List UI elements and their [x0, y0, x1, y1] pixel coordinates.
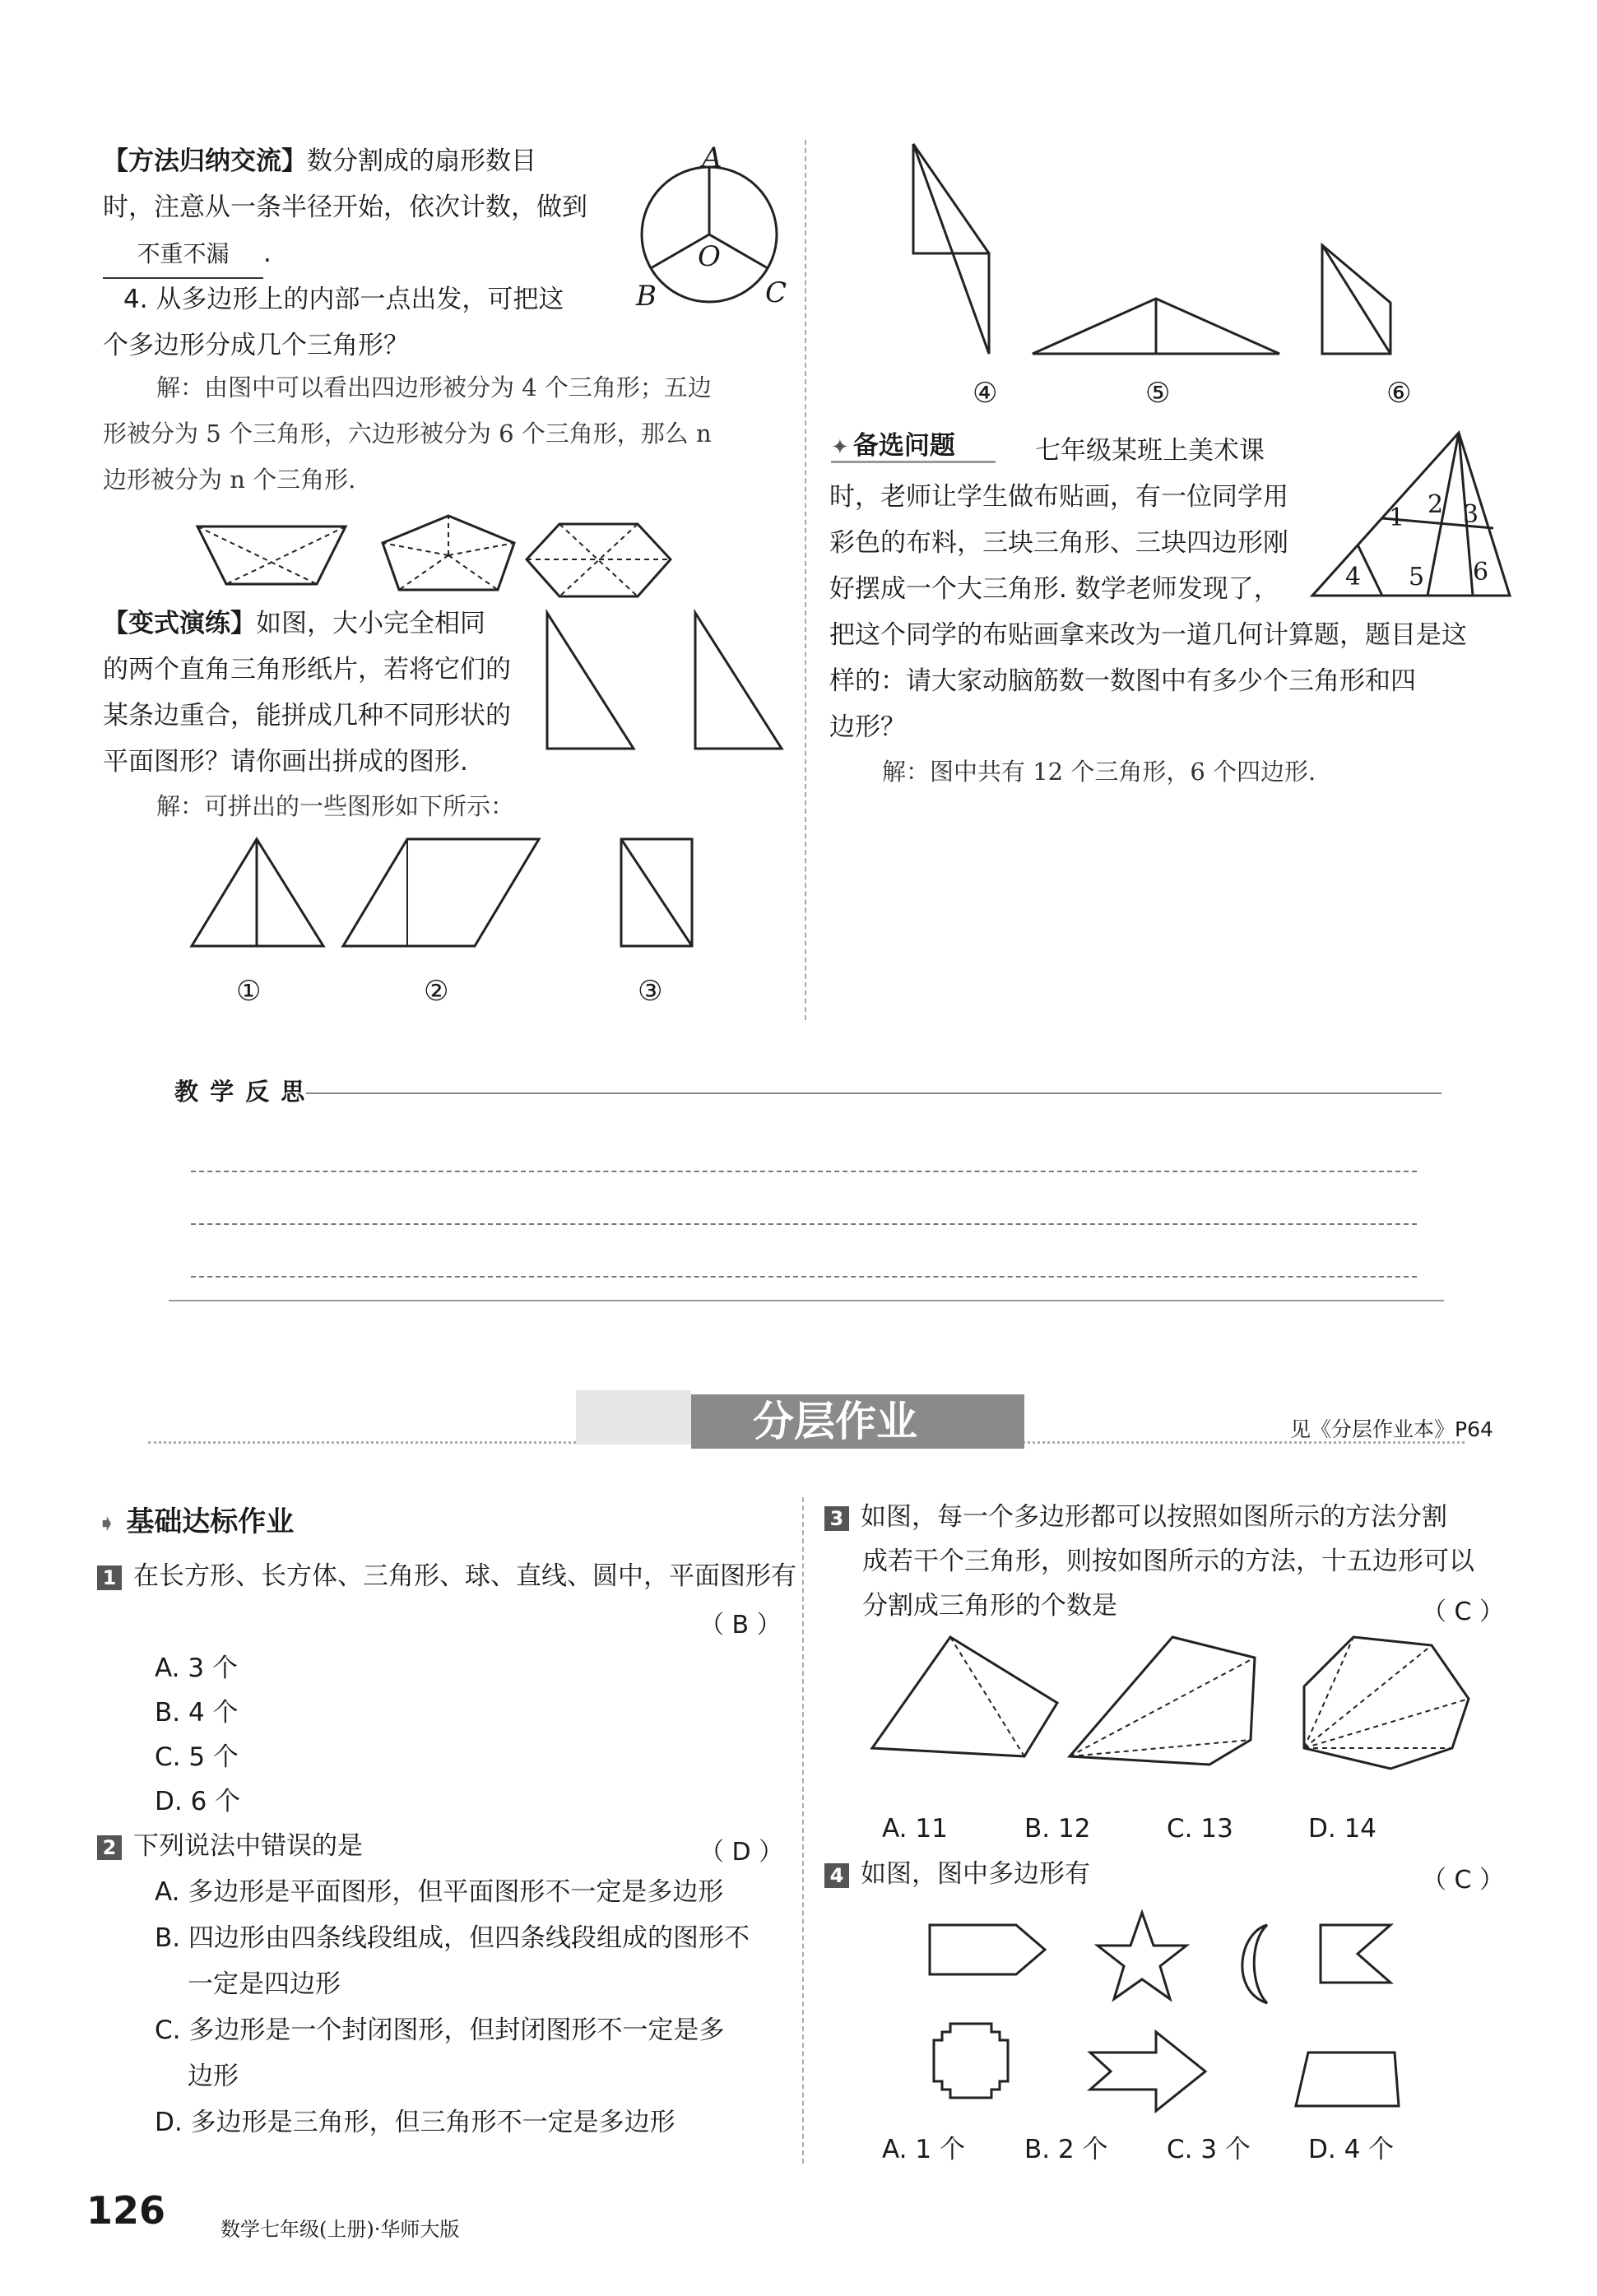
q4b-option-a: A. 1 个	[882, 2135, 965, 2164]
q4-solution-1: 解：由图中可以看出四边形被分为 4 个三角形；五边	[156, 373, 712, 401]
q2-option-b: B. 四边形由四条线段组成，但四条线段组成的图形不	[155, 1923, 750, 1953]
q2-text: 下列说法中错误的是	[133, 1831, 363, 1861]
q3-option-a: A. 11	[882, 1814, 948, 1844]
q4-line1: 4. 从多边形上的内部一点出发，可把这	[123, 285, 564, 314]
reflection-top-rule	[306, 1092, 1441, 1094]
star-icon: ✦	[831, 435, 849, 460]
tri-num-3: 3	[1463, 500, 1479, 529]
q1-option-b: B. 4 个	[155, 1698, 239, 1728]
optional-line5: 把这个同学的布贴画拿来改为一道几何计算题，题目是这	[829, 620, 1467, 650]
q4b-option-d: D. 4 个	[1308, 2135, 1395, 2164]
variant-line2: 的两个直角三角形纸片，若将它们的	[103, 655, 511, 684]
q4-line2: 个多边形分成几个三角形？	[103, 331, 409, 360]
tri-num-5: 5	[1409, 563, 1425, 591]
banner-shadow	[576, 1390, 691, 1445]
arrow-icon: ➧	[97, 1510, 117, 1537]
variant-line3: 某条边重合，能拼成几种不同形状的	[103, 701, 511, 731]
optional-solution: 解：图中共有 12 个三角形，6 个四边形.	[882, 758, 1316, 786]
method-end: .	[263, 239, 272, 268]
q1-option-c: C. 5 个	[155, 1742, 239, 1772]
divided-polygons-figure	[193, 514, 703, 605]
combined-shapes-figure-2	[909, 140, 1485, 362]
layered-reference: 见《分层作业本》P64	[1290, 1417, 1493, 1441]
q2-option-d: D. 多边形是三角形，但三角形不一定是多边形	[155, 2108, 675, 2137]
q4b-number: 4	[824, 1863, 849, 1888]
q1-option-d: D. 6 个	[155, 1787, 241, 1816]
q3-number: 3	[824, 1506, 849, 1531]
optional-problem-header	[831, 424, 996, 463]
q1-number: 1	[97, 1565, 122, 1590]
q4b-option-c: C. 3 个	[1167, 2135, 1251, 2164]
reflection-line-3	[191, 1276, 1417, 1278]
q1-text-line	[97, 1553, 796, 1599]
fig-label-3: ③	[638, 975, 663, 1008]
q3-line3: 分割成三角形的个数是	[862, 1591, 1117, 1621]
variant-line1	[103, 601, 485, 647]
circle-label-o: O	[698, 240, 721, 273]
reflection-title: 教 学 反 思	[174, 1078, 307, 1106]
reflection-bottom-rule	[169, 1300, 1444, 1301]
book-title: 数学七年级(上册)·华师大版	[221, 2218, 460, 2241]
q3-option-c: C. 13	[1167, 1814, 1233, 1844]
fig-label-1: ①	[236, 975, 262, 1008]
variant-title: 【变式演练】	[103, 609, 256, 638]
q1-answer: （ B ）	[699, 1611, 782, 1640]
q2-option-a: A. 多边形是平面图形，但平面图形不一定是多边形	[155, 1877, 724, 1907]
q2-answer: （ D ）	[699, 1838, 784, 1867]
q4b-text: 如图，图中多边形有	[861, 1859, 1090, 1889]
reflection-line-1	[191, 1171, 1417, 1172]
fig-label-4: ④	[973, 377, 998, 410]
fig-label-5: ⑤	[1145, 377, 1171, 410]
q4-text-wrap	[824, 1851, 1090, 1897]
reflection-line-2	[191, 1223, 1417, 1225]
q2-text-line	[97, 1823, 363, 1869]
fig-label-6: ⑥	[1386, 377, 1412, 410]
q3-answer: （ C ）	[1422, 1598, 1505, 1626]
q3-line1-wrap	[824, 1494, 1447, 1540]
q4-solution-2: 形被分为 5 个三角形，六边形被分为 6 个三角形，那么 n	[103, 420, 712, 448]
column-divider-bottom	[802, 1497, 804, 2164]
q3-option-b: B. 12	[1024, 1814, 1091, 1844]
variant-line4: 平面图形？请你画出拼成的图形.	[103, 747, 468, 777]
right-triangles-figure	[543, 609, 790, 757]
variant-text-1: 如图，大小完全相同	[256, 609, 485, 638]
basic-header	[97, 1499, 294, 1539]
tri-num-6: 6	[1473, 558, 1489, 587]
q3-line2: 成若干个三角形，则按如图所示的方法，十五边形可以	[862, 1547, 1474, 1576]
basic-title: 基础达标作业	[126, 1505, 295, 1538]
optional-line2: 时，老师让学生做布贴画，有一位同学用	[829, 482, 1288, 512]
q4b-answer: （ C ）	[1422, 1866, 1505, 1895]
combined-shapes-figure	[185, 835, 720, 950]
q2-option-c: C. 多边形是一个封闭图形，但封闭图形不一定是多	[155, 2015, 725, 2045]
tri-num-1: 1	[1389, 503, 1405, 532]
optional-line6: 样的：请大家动脑筋数一数图中有多少个三角形和四	[829, 666, 1416, 696]
shapes-figure	[922, 1909, 1415, 2131]
polygon-division-figure	[864, 1633, 1522, 1781]
optional-line7: 边形？	[829, 712, 906, 742]
layered-homework-banner: 分层作业	[691, 1394, 1024, 1449]
circle-label-b: B	[636, 280, 657, 313]
q4b-option-b: B. 2 个	[1024, 2135, 1108, 2164]
q1-text: 在长方形、长方体、三角形、球、直线、圆中，平面图形有	[133, 1561, 796, 1591]
circle-label-c: C	[765, 276, 787, 309]
q2-number: 2	[97, 1835, 122, 1860]
tri-num-2: 2	[1428, 490, 1444, 519]
method-fill-line	[103, 230, 272, 279]
circle-label-a: A	[702, 141, 722, 174]
tri-num-4: 4	[1345, 563, 1362, 591]
optional-line3: 彩色的布料，三块三角形、三块四边形刚	[829, 528, 1288, 558]
method-title: 【方法归纳交流】	[103, 146, 307, 176]
page-number: 126	[86, 2188, 166, 2233]
optional-line4: 好摆成一个大三角形. 数学老师发现了，	[829, 574, 1279, 604]
q2-option-c-cont: 边形	[188, 2062, 239, 2091]
fig-label-2: ②	[424, 975, 449, 1008]
variant-solution: 解：可拼出的一些图形如下所示：	[156, 792, 515, 820]
q1-option-a: A. 3 个	[155, 1654, 238, 1683]
column-divider-top	[805, 140, 806, 1020]
q3-option-d: D. 14	[1308, 1814, 1377, 1844]
optional-title: 备选问题	[852, 431, 955, 461]
optional-line1: 七年级某班上美术课	[1035, 436, 1265, 466]
method-text-2: 时，注意从一条半径开始，依次计数，做到	[103, 192, 587, 222]
q3-line1: 如图，每一个多边形都可以按照如图所示的方法分割	[861, 1502, 1447, 1532]
q4-solution-3: 边形被分为 n 个三角形.	[103, 466, 356, 494]
method-summary	[103, 138, 629, 184]
q2-option-b-cont: 一定是四边形	[188, 1969, 341, 1999]
method-text-1: 数分割成的扇形数目	[307, 146, 536, 176]
method-fill: 不重不漏	[103, 231, 263, 279]
